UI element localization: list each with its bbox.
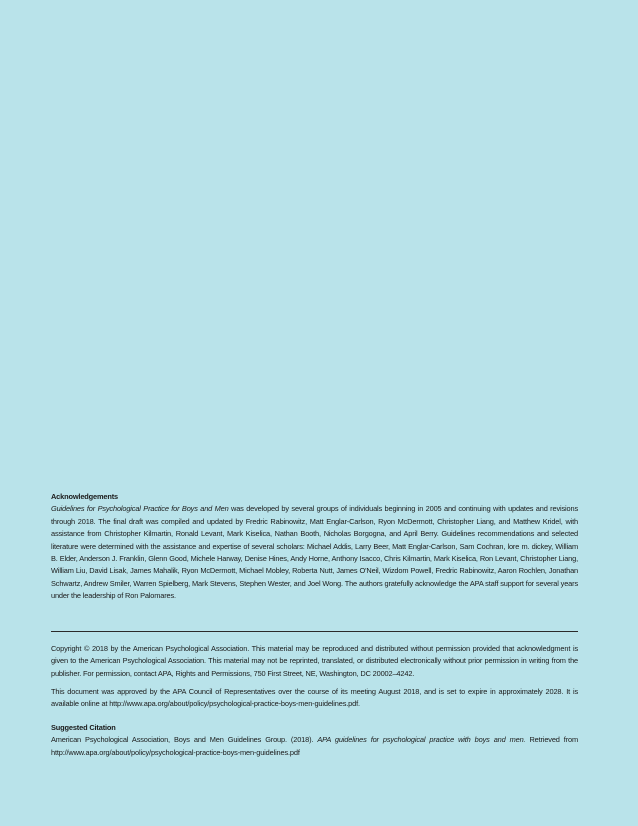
acknowledgements-heading: Acknowledgements (51, 492, 119, 501)
section-divider (51, 631, 578, 632)
approval-notice (51, 686, 578, 711)
citation-body-start: American Psychological Association, Boys and Men Guidelines Group. (2018). (51, 735, 318, 745)
acknowledgements-body: was developed by several groups of individuals beginning in 2005 and continuing with updates and revisions through 2018. The final draft was compiled and updated by Fredric Rabinowitz, Matt Englar-Carlson, Ryon McDermott, Christopher Liang, and Matthew Kridel, with assistance from Christopher Kilmartin, Ronald Levant, Mark Kiselica, Nathan Booth, Nicholas Borgogna, and April Berry. Guidelines recommendations and selected literature were determined with the assistance and expertise of several scholars: Michael Addis, Larry Beer, Matt Englar-Carlson, Sam Cochran, lore m. dickey, William B. Elder, Anderson J. Franklin, Glenn Good, Michele Harway, Denise Hines, Andy Horne, Anthony Isacco, Chris Kilmartin, Mark Kiselica, Ron Levant, Christopher Liang, William Liu, David Lisak, James Mahalik, Ryon McDermott, Michael Mobley, Roberta Nutt, James O'Neil, Wizdom Powell, Fredric Rabinowitz, Aaron Rochlen, Jonathan Schwartz, Andrew Smiler, Warren Spielberg, Mark Stevens, Stephen Wester, and Joel Wong. The authors gratefully acknowledge the APA staff support for several years under the leadership of Ron Palomares. (51, 504, 578, 601)
citation-body-end: Retrieved from http://www.apa.org/about/policy/psychological-practice-boys-men-guidelines.pdf (51, 735, 578, 757)
citation-heading: Suggested Citation (51, 723, 116, 732)
citation-section (51, 722, 578, 759)
guidelines-title: Guidelines for Psychological Practice for Boys and Men (51, 504, 229, 514)
citation-title: APA guidelines for psychological practice with boys and men. (317, 735, 526, 745)
copyright-notice (51, 643, 578, 680)
copyright-text: Copyright © 2018 by the American Psychological Association. This material may be reproduced and distributed without permission provided that acknowledgment is given to the American Psychological Association. This material may not be reprinted, translated, or distributed electronically without prior permission in writing from the publisher. For permission, contact APA, Rights and Permissions, 750 First Street, NE, Washington, DC 20002–4242. (51, 644, 578, 678)
approval-text: This document was approved by the APA Council of Representatives over the course of its meeting August 2018, and is set to expire in approximately 2028. It is available online at http://www.apa.org/about/policy/psychological-practice-boys-men-guidelines.pdf. (51, 687, 578, 709)
acknowledgements-section (51, 491, 578, 603)
